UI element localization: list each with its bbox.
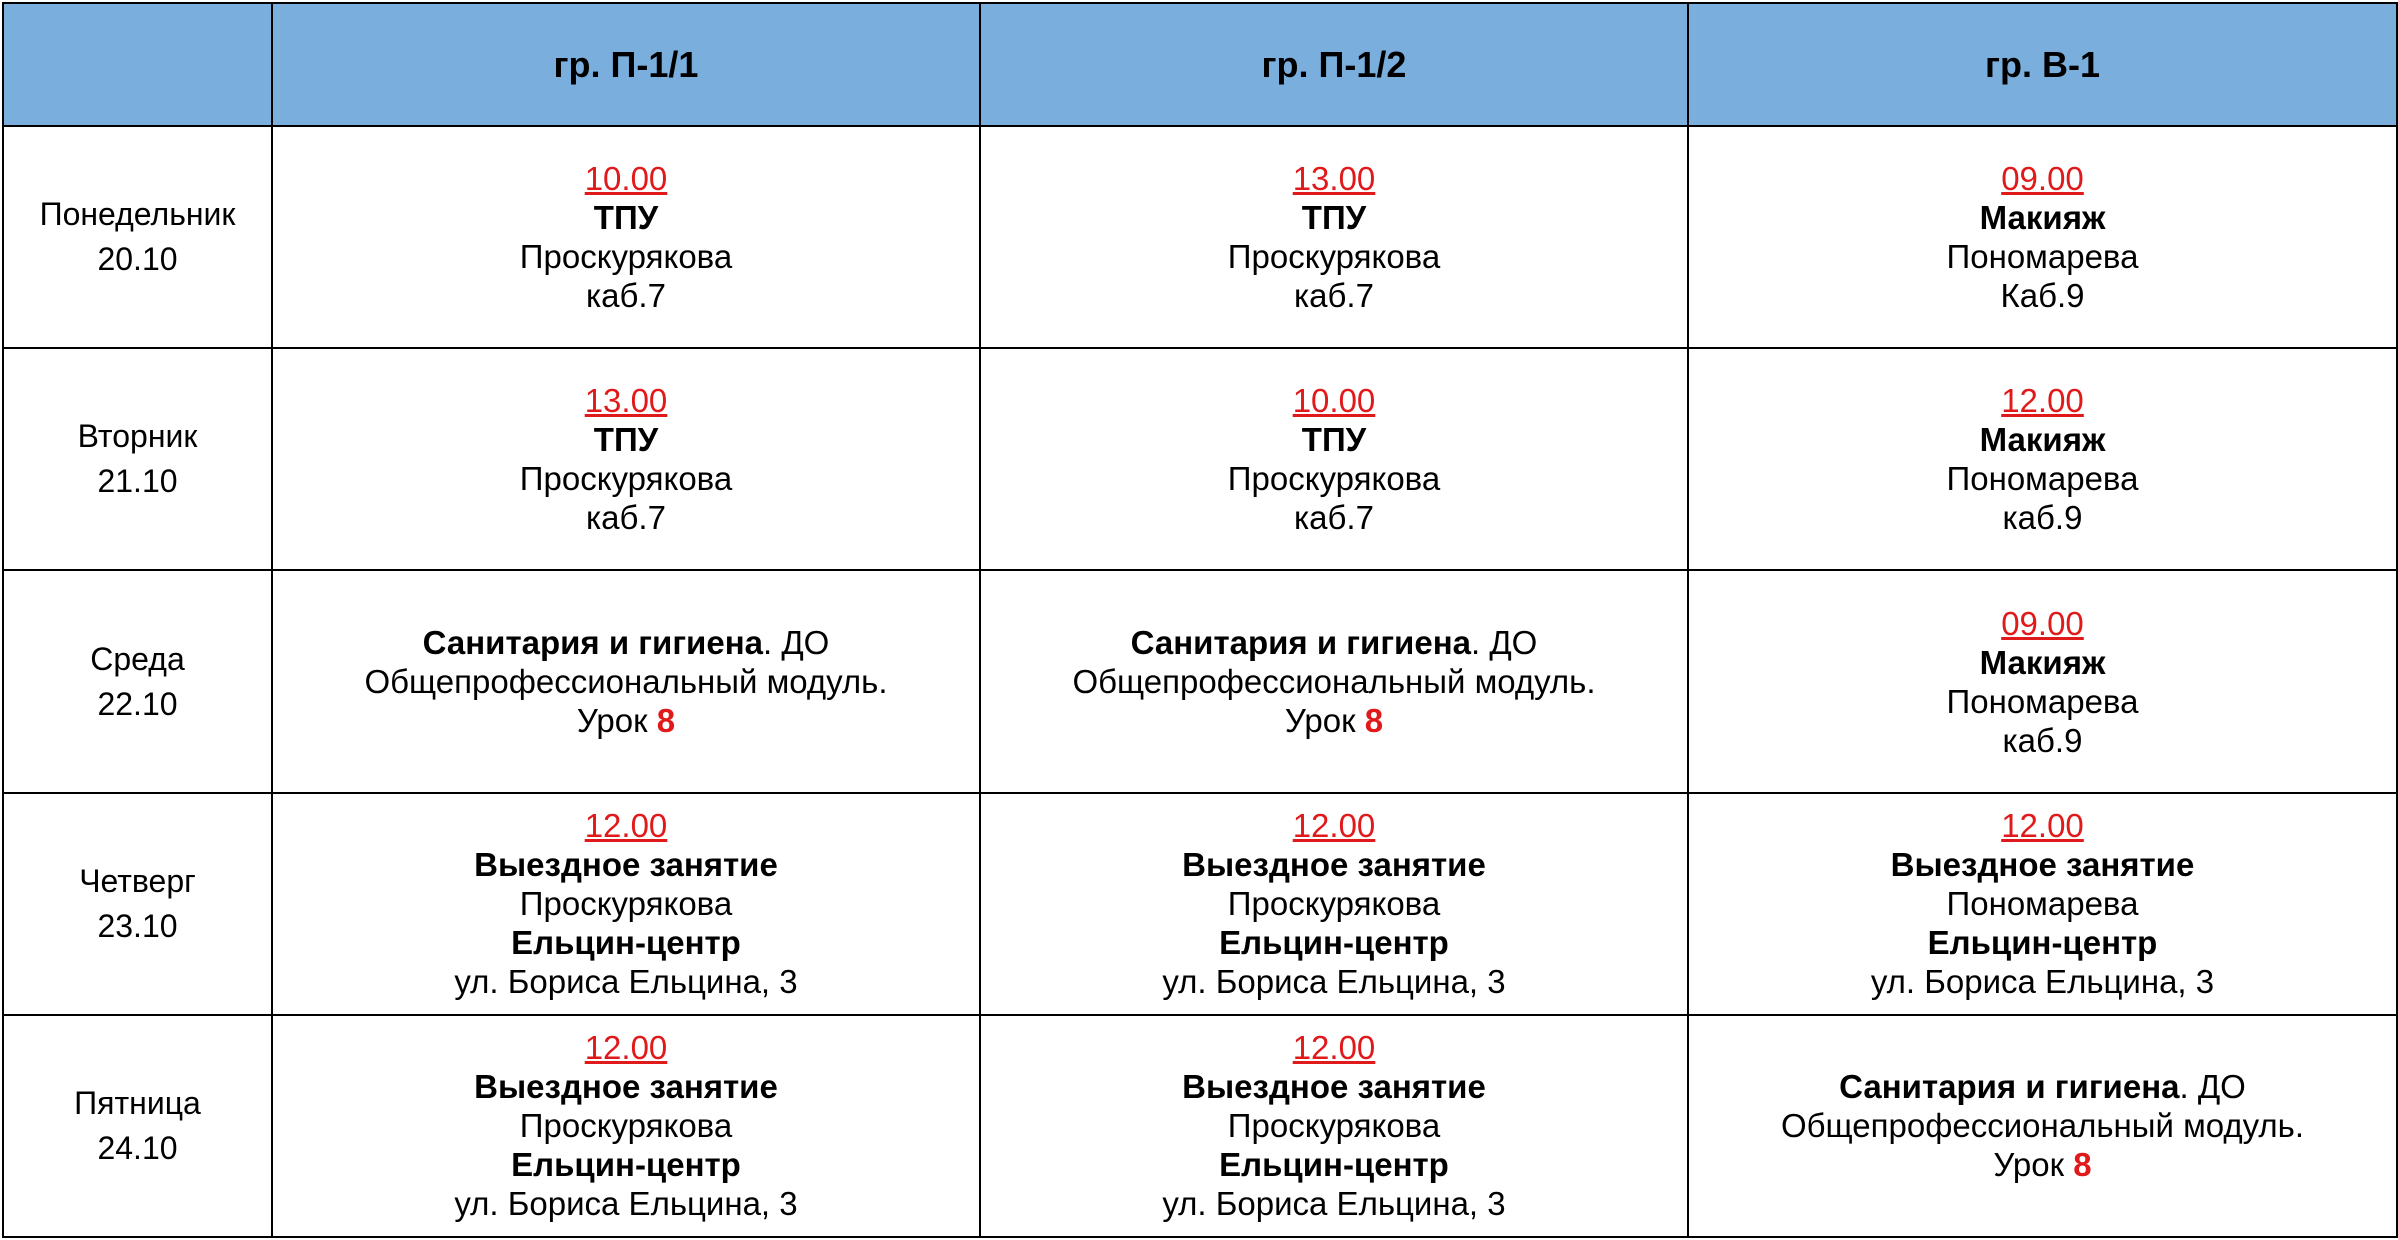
- lesson-address: ул. Бориса Ельцина, 3: [1162, 1185, 1506, 1223]
- lesson-time: 12.00: [584, 807, 668, 845]
- day-date: 23.10: [97, 907, 178, 944]
- lesson-number-line: [273, 701, 979, 740]
- lesson-room: каб.9: [2002, 721, 2083, 759]
- lesson-subject: Выездное занятие: [474, 846, 778, 884]
- header-group-v1: гр. В-1: [1688, 3, 2397, 126]
- lesson-time: 12.00: [1292, 1029, 1376, 1067]
- day-cell: [3, 570, 272, 792]
- header-corner-cell: [3, 3, 272, 126]
- lesson-room: каб.7: [586, 277, 666, 315]
- lesson-subject: Выездное занятие: [1890, 846, 2195, 884]
- lesson-teacher: Проскурякова: [1227, 238, 1441, 276]
- day-name: Четверг: [79, 862, 196, 899]
- lesson-subject: Выездное занятие: [474, 1068, 778, 1106]
- lesson-cell: [980, 126, 1688, 348]
- lesson-teacher: Проскурякова: [519, 885, 733, 923]
- lesson-format: . ДО: [763, 624, 830, 662]
- lesson-teacher: Пономарева: [1946, 238, 2139, 276]
- header-group-p11: гр. П-1/1: [272, 3, 980, 126]
- lesson-cell: [272, 126, 980, 348]
- lesson-subject: Санитария и гигиена: [1839, 1068, 2180, 1106]
- lesson-teacher: Проскурякова: [519, 238, 733, 276]
- lesson-subject: ТПУ: [1301, 199, 1367, 237]
- lesson-time: 12.00: [1292, 807, 1376, 845]
- lesson-place: Ельцин-центр: [1927, 924, 2158, 962]
- lesson-cell: [980, 1015, 1688, 1237]
- day-cell: [3, 793, 272, 1015]
- lesson-time: 13.00: [1292, 160, 1376, 198]
- lesson-subject: ТПУ: [593, 199, 659, 237]
- lesson-format: . ДО: [2179, 1068, 2246, 1106]
- lesson-teacher: Проскурякова: [1227, 885, 1441, 923]
- lesson-cell: [980, 348, 1688, 570]
- lesson-room: каб.9: [2002, 499, 2083, 537]
- day-row-tuesday: [3, 348, 2397, 570]
- day-cell: [3, 348, 272, 570]
- lesson-module: Общепрофессиональный модуль.: [1072, 663, 1596, 701]
- day-cell: [3, 1015, 272, 1237]
- lesson-subject: Макияж: [1979, 643, 2106, 681]
- lesson-cell: [980, 570, 1688, 792]
- schedule-table: [2, 2, 2398, 1238]
- lesson-format: . ДО: [1471, 624, 1538, 662]
- lesson-subject: Макияж: [1979, 421, 2106, 459]
- lesson-room: каб.7: [586, 499, 666, 537]
- header-row: [3, 3, 2397, 126]
- lesson-subject-line: [981, 623, 1687, 662]
- lesson-room: Каб.9: [2000, 277, 2085, 315]
- day-date: 20.10: [97, 241, 178, 278]
- lesson-subject-line: [1689, 1067, 2396, 1106]
- lesson-cell: [272, 1015, 980, 1237]
- day-date: 24.10: [97, 1129, 178, 1166]
- lesson-subject: ТПУ: [593, 421, 659, 459]
- lesson-teacher: Проскурякова: [1227, 460, 1441, 498]
- lesson-label: Урок: [576, 702, 657, 740]
- lesson-address: ул. Бориса Ельцина, 3: [454, 1185, 798, 1223]
- lesson-label: Урок: [1993, 1146, 2074, 1184]
- lesson-time: 13.00: [584, 382, 668, 420]
- lesson-cell: [1688, 1015, 2397, 1237]
- lesson-address: ул. Бориса Ельцина, 3: [1162, 963, 1506, 1001]
- lesson-address: ул. Бориса Ельцина, 3: [454, 963, 798, 1001]
- lesson-subject: ТПУ: [1301, 421, 1367, 459]
- lesson-subject-line: [273, 623, 979, 662]
- lesson-teacher: Пономарева: [1946, 460, 2139, 498]
- lesson-time: 10.00: [1292, 382, 1376, 420]
- day-row-friday: [3, 1015, 2397, 1237]
- lesson-teacher: Проскурякова: [519, 460, 733, 498]
- lesson-module: Общепрофессиональный модуль.: [1780, 1107, 2305, 1145]
- lesson-number: 8: [656, 702, 676, 740]
- lesson-module: Общепрофессиональный модуль.: [364, 663, 888, 701]
- lesson-teacher: Проскурякова: [519, 1107, 733, 1145]
- lesson-time: 10.00: [584, 160, 668, 198]
- lesson-time: 09.00: [2001, 604, 2084, 642]
- lesson-cell: [980, 793, 1688, 1015]
- lesson-cell: [1688, 570, 2397, 792]
- lesson-subject: Санитария и гигиена: [1130, 624, 1471, 662]
- lesson-time: 12.00: [584, 1029, 668, 1067]
- lesson-number: 8: [2073, 1146, 2092, 1184]
- lesson-cell: [1688, 126, 2397, 348]
- lesson-subject: Санитария и гигиена: [422, 624, 763, 662]
- lesson-teacher: Пономарева: [1946, 682, 2139, 720]
- lesson-number-line: [1689, 1145, 2396, 1184]
- lesson-cell: [272, 570, 980, 792]
- lesson-teacher: Проскурякова: [1227, 1107, 1441, 1145]
- day-name: Пятница: [74, 1084, 201, 1121]
- day-row-thursday: [3, 793, 2397, 1015]
- day-name: Понедельник: [39, 196, 236, 233]
- lesson-place: Ельцин-центр: [1219, 924, 1449, 962]
- lesson-label: Урок: [1284, 702, 1365, 740]
- lesson-place: Ельцин-центр: [1219, 1146, 1449, 1184]
- lesson-subject: Макияж: [1979, 199, 2106, 237]
- lesson-place: Ельцин-центр: [511, 1146, 741, 1184]
- day-row-wednesday: [3, 570, 2397, 792]
- day-date: 21.10: [97, 463, 178, 500]
- header-group-p12: гр. П-1/2: [980, 3, 1688, 126]
- lesson-subject: Выездное занятие: [1182, 1068, 1486, 1106]
- lesson-room: каб.7: [1294, 277, 1374, 315]
- lesson-cell: [272, 348, 980, 570]
- lesson-time: 09.00: [2001, 160, 2084, 198]
- lesson-cell: [1688, 348, 2397, 570]
- lesson-number-line: [981, 701, 1687, 740]
- day-name: Среда: [90, 640, 185, 677]
- lesson-place: Ельцин-центр: [511, 924, 741, 962]
- lesson-cell: [272, 793, 980, 1015]
- lesson-address: ул. Бориса Ельцина, 3: [1870, 963, 2215, 1001]
- lesson-cell: [1688, 793, 2397, 1015]
- day-cell: [3, 126, 272, 348]
- lesson-room: каб.7: [1294, 499, 1374, 537]
- day-row-monday: [3, 126, 2397, 348]
- lesson-teacher: Пономарева: [1946, 885, 2139, 923]
- lesson-time: 12.00: [2001, 382, 2084, 420]
- lesson-subject: Выездное занятие: [1182, 846, 1486, 884]
- day-name: Вторник: [77, 418, 198, 455]
- lesson-time: 12.00: [2001, 807, 2084, 845]
- day-date: 22.10: [97, 685, 178, 722]
- lesson-number: 8: [1364, 702, 1384, 740]
